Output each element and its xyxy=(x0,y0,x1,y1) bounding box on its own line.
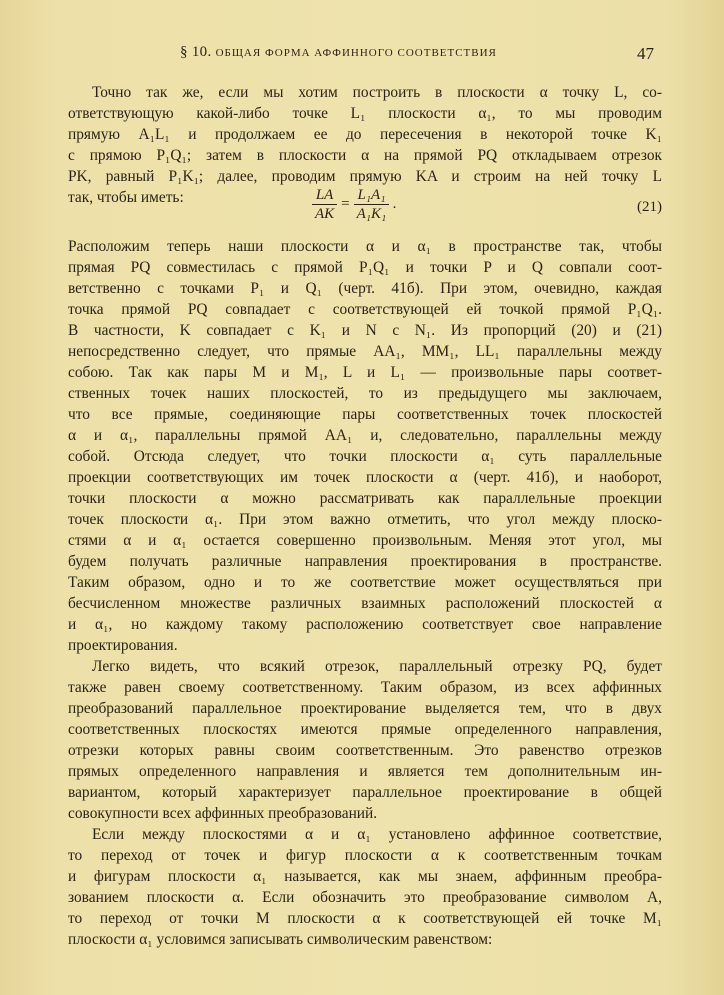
text-line: также равен своему соответственному. Таким образом, из всех аффинных xyxy=(68,679,662,696)
fraction-rhs xyxy=(354,186,390,223)
fraction-lhs xyxy=(312,186,337,223)
text-line: прямая PQ совместилась с прямой P₁Q₁ и точки P и Q совпали соот- xyxy=(68,259,662,276)
text-line: зованием плоскости α. Если обозначить это преобразование символом A, xyxy=(68,889,662,906)
text-line: стями α и α₁ остается совершенно произвольным. Меняя этот угол, мы xyxy=(68,532,662,549)
text-line: бесчисленном множестве различных взаимных расположений плоскостей α xyxy=(68,595,662,612)
text-line: то переход от точки M плоскости α к соответствующей ей точке M₁ xyxy=(68,910,662,927)
text-line: В частности, K совпадает с K₁ и N с N₁. Из пропорций (20) и (21) xyxy=(68,322,662,339)
formula-21: $\frac{LA}{AK}$ = $\frac{\text{L₁A₁}}{\text{A₁K₁}}$ . xyxy=(312,186,397,223)
text-line: отрезки которых равны своим соответственным. Это равенство отрезков xyxy=(68,742,662,759)
equals-sign: = xyxy=(341,196,350,212)
text-line: точки плоскости α можно рассматривать как параллельные проекции xyxy=(68,490,662,507)
text-line: ветственно с точками P₁ и Q₁ (черт. 41б). При этом, очевидно, каждая xyxy=(68,280,662,297)
text-line: с прямою P₁Q₁; затем в плоскости α на прямой PQ откладываем отрезок xyxy=(68,147,662,164)
lhs-denominator: AK xyxy=(315,206,335,222)
text-line: Таким образом, одно и то же соответствие может осуществляться при xyxy=(68,574,662,591)
text-line: прямых определенного направления и является тем дополнительным ин- xyxy=(68,763,662,780)
section-title: ОБЩАЯ ФОРМА АФФИННОГО СООТВЕТСТВИЯ xyxy=(215,47,497,59)
text-line: и фигурам плоскости α₁ называется, как мы знаем, аффинным преобра- xyxy=(68,868,662,885)
text-line: то переход от точек и фигур плоскости α к соответственным точкам xyxy=(68,847,662,864)
text-line: точка прямой PQ совпадает с соответствующей ей точкой прямой P₁Q₁. xyxy=(68,301,662,318)
text-line: плоскости α₁ условимся записывать символическим равенством: xyxy=(68,931,493,948)
lhs-numerator: LA xyxy=(312,186,337,205)
text-line: Если между плоскостями α и α₁ установлено аффинное соответствие, xyxy=(92,826,662,843)
section-number: § 10. xyxy=(180,44,212,60)
text-line: что все прямые, соединяющие пары соответственных точек плоскостей xyxy=(68,406,662,423)
text-line: Легко видеть, что всякий отрезок, параллельный отрезку PQ, будет xyxy=(92,658,662,675)
text-line: соответственных плоскостях имеются прямые определенного направления, xyxy=(68,721,662,738)
text-line: Расположим теперь наши плоскости α и α₁ в пространстве так, чтобы xyxy=(68,238,662,255)
text-line: будем получать различные направления проектирования в пространстве. xyxy=(68,553,662,570)
text-line: проектирования. xyxy=(68,637,178,654)
rhs-numerator: L₁A₁ xyxy=(354,186,390,205)
equation-number: (21) xyxy=(637,199,662,215)
text-line: вариантом, который характеризует параллельное проектирование в общей xyxy=(68,784,662,801)
text-line: непосредственно следует, что прямые AA₁, MM₁, LL₁ параллельны между xyxy=(68,343,662,360)
text-line: PK, равный P₁K₁; далее, проводим прямую KA и строим на ней точку L xyxy=(68,168,662,185)
text-line: так, чтобы иметь: xyxy=(68,189,184,206)
text-line: прямую A₁L₁ и продолжаем ее до пересечения в некоторой точке K₁ xyxy=(68,126,662,143)
text-line: α и α₁, параллельны прямой AA₁ и, следовательно, параллельны между xyxy=(68,427,662,444)
text-line: собой. Отсюда следует, что точки плоскости α₁ суть параллельные xyxy=(68,448,662,465)
text-line: точек плоскости α₁. При этом важно отметить, что угол между плоско- xyxy=(68,511,662,528)
text-line: собою. Так как пары M и M₁, L и L₁ — произвольные пары соответ- xyxy=(68,364,662,381)
text-line: преобразований параллельное проектирование выделяется тем, что в двух xyxy=(68,700,662,717)
text-line: ственных точек наших плоскостей, то из предыдущего мы заключаем, xyxy=(68,385,662,402)
text-line: Точно так же, если мы хотим построить в плоскости α точку L, со- xyxy=(92,84,662,101)
running-header xyxy=(68,44,662,66)
text-line: совокупности всех аффинных преобразований. xyxy=(68,805,378,822)
rhs-denominator: A₁K₁ xyxy=(356,206,387,222)
text-line: и α₁, но каждому такому расположению соответствует свое направление xyxy=(68,616,662,633)
text-line: проекции соответствующих им точек плоскости α (черт. 41б), и наоборот, xyxy=(68,469,662,486)
page-number: 47 xyxy=(637,44,654,63)
text-line: ответствующую какой-либо точке L₁ плоскости α₁, то мы проводим xyxy=(68,105,662,122)
header-title xyxy=(180,44,497,61)
